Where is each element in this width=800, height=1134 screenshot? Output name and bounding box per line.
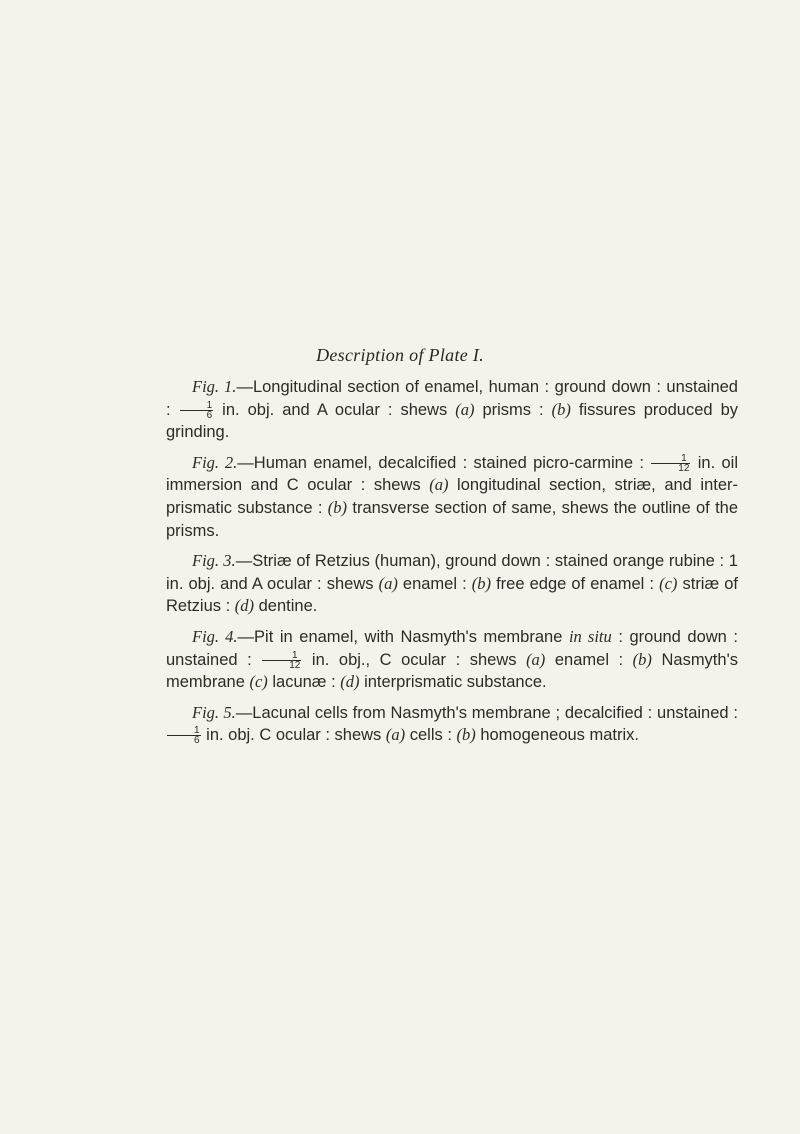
fraction-denominator: 12 <box>678 462 690 474</box>
fraction <box>180 401 214 420</box>
italic-reference: (d) <box>340 672 360 692</box>
description-text: in. obj. C ocular : shews <box>201 726 386 745</box>
description-text: —Longitudinal section of enamel, human : ground down : unstained : <box>166 378 738 419</box>
italic-reference: (a) <box>429 475 449 495</box>
description-text: homogeneous matrix. <box>475 726 640 745</box>
figure-paragraph <box>166 376 738 444</box>
description-text: —Human enamel, decalcified : stained picro-carmine : <box>237 453 651 472</box>
italic-reference: (c) <box>249 672 268 692</box>
description-text: —Lacunal cells from Nasmyth's membrane ; decalcified : unstained : <box>235 703 738 722</box>
description-text: lacunæ : <box>267 673 341 692</box>
italic-reference: (d) <box>234 596 255 616</box>
description-text: interprismatic substance. <box>359 673 547 692</box>
fraction-numerator: 1 <box>180 401 214 411</box>
description-text: fissures produced by grinding. <box>166 400 738 442</box>
italic-reference: (a) <box>378 573 398 593</box>
description-text: dentine. <box>254 597 318 616</box>
italic-reference: (b) <box>632 649 652 669</box>
italic-reference: (b) <box>327 497 348 517</box>
italic-reference: (a) <box>385 725 406 745</box>
description-text: enamel : <box>397 574 472 593</box>
figure-label: Fig. 2. <box>192 452 238 472</box>
italic-reference: (a) <box>455 399 475 419</box>
figure-label: Fig. 5. <box>192 702 236 722</box>
description-text: cells : <box>405 726 457 745</box>
description-text: longitudinal section, striæ, and inter-prismatic substance : <box>166 476 739 517</box>
description-text: Nasmyth's membrane <box>166 650 738 692</box>
description-text: in. oil immersion and C ocular : shews <box>166 453 738 495</box>
description-text: in. obj., C ocular : shews <box>302 650 527 669</box>
description-text: striæ of Retzius : <box>166 574 738 616</box>
figure-paragraph <box>166 452 738 542</box>
description-text: —Pit in enamel, with Nasmyth's membrane <box>237 627 569 646</box>
fraction <box>167 726 201 745</box>
italic-reference: in situ <box>568 626 612 646</box>
italic-reference: (b) <box>471 573 492 593</box>
description-text: in. obj. and A ocular : shews <box>214 400 456 419</box>
fraction-denominator: 6 <box>206 409 213 421</box>
description-text: transverse section of same, shews the outline of the prisms. <box>166 498 739 540</box>
italic-reference: (c) <box>659 573 678 593</box>
figure-label: Fig. 1. <box>192 377 237 396</box>
fraction-numerator: 1 <box>167 726 201 736</box>
description-text: enamel : <box>545 650 633 669</box>
figure-label: Fig. 4. <box>192 626 238 646</box>
fraction-numerator: 1 <box>262 651 301 661</box>
figure-paragraph <box>166 626 738 694</box>
italic-reference: (b) <box>551 399 571 419</box>
figure-label: Fig. 3. <box>192 551 236 571</box>
fraction-denominator: 12 <box>289 659 301 671</box>
figure-descriptions <box>166 376 738 755</box>
fraction <box>262 651 301 670</box>
description-text: : ground down : unstained : <box>166 627 739 669</box>
description-text: —Striæ of Retzius (human), ground down : stained orange rubine : 1 in. obj. and A ocular : shews <box>166 552 738 593</box>
page-heading: Description of Plate I. <box>316 345 484 365</box>
fraction-denominator: 6 <box>194 735 200 747</box>
description-text: free edge of enamel : <box>491 574 660 593</box>
fraction <box>651 454 690 473</box>
figure-paragraph <box>166 702 738 747</box>
italic-reference: (b) <box>456 725 476 745</box>
fraction-numerator: 1 <box>651 454 690 464</box>
italic-reference: (a) <box>526 649 546 669</box>
figure-paragraph <box>166 550 738 618</box>
description-text: prisms : <box>474 400 552 419</box>
